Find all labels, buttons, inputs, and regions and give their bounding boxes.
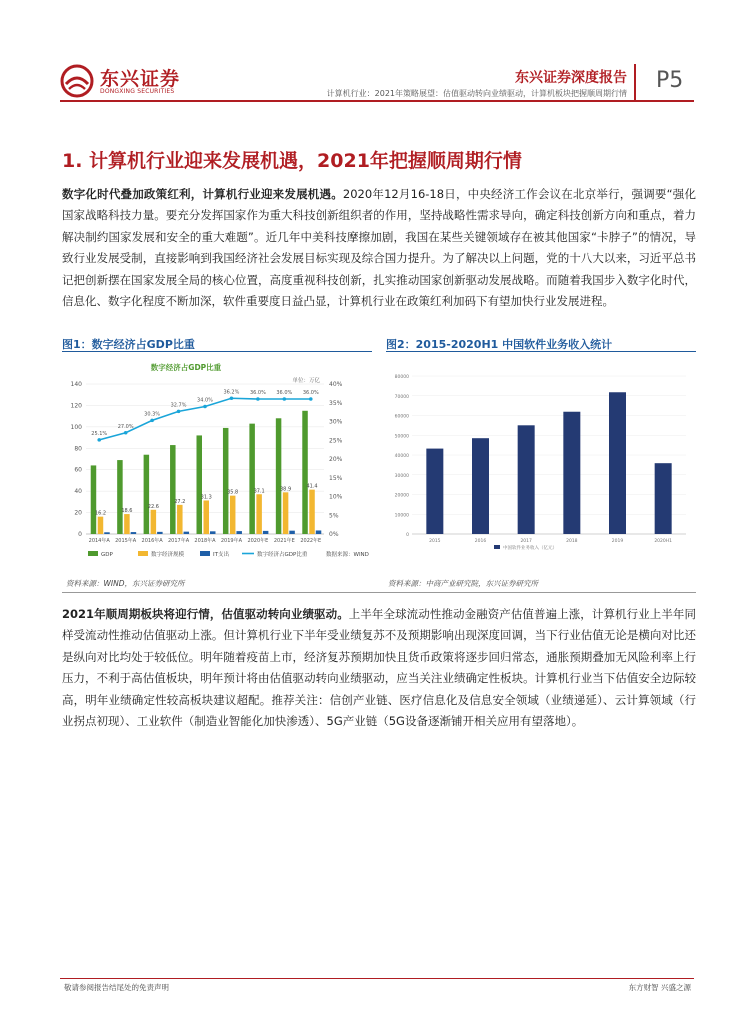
chart2-ytick: 10000 [394, 513, 409, 519]
chart-digital-economy [62, 356, 372, 568]
header-rule [60, 100, 694, 102]
chart1-bar-digital [309, 490, 315, 534]
chart2-bar [426, 449, 443, 534]
chart1-ytick: 0 [78, 531, 82, 538]
chart1-ratio-point [256, 397, 260, 401]
chart2-bar [609, 392, 626, 534]
chart1-digital-label: 31.3 [200, 494, 212, 501]
chart1-y2tick: 40% [329, 381, 343, 388]
chart1-ratio-label: 36.0% [276, 390, 293, 396]
figure1-rule [62, 351, 372, 352]
chart2-ytick: 30000 [394, 473, 409, 479]
chart1-legend-swatch [88, 551, 98, 556]
chart1-unit: 单位：万亿 [292, 378, 320, 384]
chart2-ytick: 50000 [394, 434, 409, 440]
paragraph-intro-body: 2020年12月16-18日，中央经济工作会议在北京举行，强调要“强化国家战略科技力量。要充分发挥国家作为重大科技创新组织者的作用，坚持战略性需求导向，确定科技创新方向和重点，着力解决制约国家发展和安全的重大难题”。近几年中美科技摩擦加剧，我国在某些关键领域存在被其他国家“卡脖子”的情况，导致行业发展受制，直接影响到我国经济社会发展目标实现及综合国力提升。为了解决以上问题，党的十八大以来，习近平总书记把创新摆在国家发展全局的核心位置，高度重视科技创新，扎实推动国家创新驱动发展战略。而随着我国步入数字化时代，信息化、数字化程度不断加深，软件重要度日益凸显，计算机行业在政策红利加码下有望加快行业发展进程。 [62, 187, 696, 309]
chart1-y2tick: 0% [329, 531, 339, 538]
chart1-bar-gdp [144, 455, 150, 534]
figure1-source: 资料来源：WIND，东兴证券研究所 [66, 579, 185, 588]
chart1-xtick: 2014年A [88, 538, 110, 544]
chart1-digital-label: 22.6 [147, 503, 159, 510]
chart1-bar-digital [283, 492, 289, 534]
paragraph-intro [62, 184, 696, 312]
footer-slogan: 东方财智 兴盛之源 [628, 983, 691, 992]
chart2-xtick: 2015 [429, 539, 441, 544]
chart1-ratio-label: 36.0% [302, 390, 319, 396]
footer-rule [60, 978, 694, 979]
chart1-xtick: 2018年A [194, 538, 216, 544]
chart1-y2tick: 15% [329, 474, 343, 482]
chart1-y2tick: 20% [329, 456, 343, 463]
chart1-digital-label: 27.2 [174, 498, 186, 505]
chart2-ytick: 60000 [394, 414, 409, 420]
chart2-xtick: 2017 [520, 539, 532, 544]
header-divider [634, 64, 636, 100]
chart2-ytick: 40000 [394, 454, 409, 459]
chart1-bar-it [236, 531, 242, 534]
chart1-legend-label: GDP [101, 552, 113, 558]
logo-text: 东兴证券 [100, 68, 181, 90]
chart1-legend-label: IT支出 [213, 552, 229, 558]
chart1-ratio-label: 34.0% [197, 397, 213, 404]
logo-subtext: DONGXING SECURITIES [100, 88, 175, 95]
chart2-ytick: 20000 [394, 493, 409, 499]
chart1-bar-gdp [170, 445, 176, 534]
chart1-ytick: 60 [74, 466, 82, 474]
chart2-ytick: 0 [406, 533, 409, 538]
report-title: 东兴证券深度报告 [515, 70, 627, 86]
paragraph-outlook-body: 上半年全球流动性推动金融资产估值普遍上涨，计算机行业上半年同样受流动性推动估值驱动上涨。但计算机行业下半年受业绩复苏不及预期影响出现深度回调，当下行业估值无论是横向对比还是纵向对比均处于较低位。明年随着疫苗上市，经济复苏预期加快且货币政策将逐步回归常态，通胀预期叠加无风险利率上行压力，不利于高估值板块，明年预计将由估值驱动转向业绩驱动，应当关注业绩确定性板块。计算机行业当下估值安全边际较高，明年业绩确定性较高板块建议超配。推荐关注：信创产业链、医疗信息化及信息安全领域（业绩递延）、云计算领域（行业拐点初现）、工业软件（制造业智能化加快渗透）、5G产业链（5G设备逐渐铺开相关应用有望落地）。 [62, 607, 696, 729]
chart1-ratio-label: 36.2% [223, 389, 240, 396]
chart2-legend-label: 中国软件业务收入（亿元） [503, 546, 557, 551]
chart1-ratio-point [309, 397, 313, 401]
chart1-bar-gdp [302, 411, 308, 534]
chart1-xtick: 2021年E [273, 538, 295, 544]
chart1-ytick: 20 [74, 509, 82, 517]
chart1-ratio-point [150, 419, 154, 423]
paragraph-outlook-lead: 2021年顺周期板块将迎行情，估值驱动转向业绩驱动。 [62, 607, 349, 621]
chart1-ytick: 140 [70, 381, 82, 388]
chart1-bar-it [184, 532, 190, 534]
chart1-bar-digital [151, 510, 157, 534]
chart1-bar-digital [256, 494, 262, 534]
chart1-bar-digital [230, 496, 236, 534]
chart2-ytick: 70000 [394, 394, 409, 400]
chart1-y2tick: 5% [329, 512, 339, 520]
chart1-bar-gdp [197, 435, 203, 534]
chart1-digital-label: 37.1 [253, 488, 265, 495]
chart1-ratio-point [203, 405, 207, 409]
chart1-y2tick: 30% [329, 418, 343, 426]
chart1-legend-label: 数字经济占GDP比重 [257, 552, 308, 558]
chart2-bar [563, 412, 580, 534]
chart1-xtick: 2022年E [300, 538, 322, 544]
chart1-xtick: 2015年A [115, 538, 137, 544]
chart2-xtick: 2016 [474, 539, 487, 544]
section-title: 1. 计算机行业迎来发展机遇，2021年把握顺周期行情 [62, 150, 522, 172]
chart1-bar-it [131, 532, 137, 534]
paragraph-outlook [62, 604, 696, 732]
chart1-ratio-point [177, 410, 181, 414]
chart1-legend-label: 数字经济规模 [151, 552, 185, 558]
chart1-bar-gdp [223, 428, 229, 534]
chart1-title: 数字经济占GDP比重 [150, 363, 222, 372]
chart1-ratio-label: 30.3% [144, 411, 161, 418]
page-number: P5 [656, 68, 684, 93]
chart1-ytick: 40 [74, 488, 82, 496]
chart1-ytick: 80 [74, 445, 82, 453]
paragraph-intro-lead: 数字化时代叠加政策红利，计算机行业迎来发展机遇。 [62, 187, 343, 201]
chart1-bar-gdp [276, 418, 282, 534]
chart1-ratio-point [124, 431, 128, 435]
chart2-ytick: 80000 [394, 375, 409, 380]
chart1-ytick: 120 [70, 402, 82, 410]
chart1-digital-label: 38.9 [280, 486, 292, 493]
chart1-ytick: 100 [70, 423, 82, 431]
chart1-xtick: 2017年A [167, 538, 190, 544]
chart2-xtick: 2020H1 [654, 539, 673, 544]
chart1-xtick: 2016年A [141, 538, 163, 544]
figure2-source: 资料来源：中商产业研究院，东兴证券研究所 [388, 579, 538, 588]
chart1-legend-source: 数据来源：WIND [326, 552, 369, 558]
chart2-bar [518, 425, 535, 534]
chart1-bar-gdp [91, 465, 97, 534]
chart1-xtick: 2019年A [220, 538, 243, 544]
chart1-ratio-label: 25.1% [91, 430, 108, 437]
chart1-digital-label: 18.6 [121, 508, 133, 515]
chart2-xtick: 2018 [566, 539, 578, 544]
logo-emblem-icon [60, 64, 94, 98]
report-subtitle: 计算机行业：2021年策略展望：估值驱动转向业绩驱动，计算机板块把握顺周期行情 [326, 89, 627, 98]
footer-disclaimer: 敬请参阅报告结尾处的免责声明 [64, 983, 169, 992]
chart1-y2tick: 25% [329, 437, 343, 445]
chart1-digital-label: 35.8 [227, 489, 239, 496]
chart1-bar-digital [177, 505, 183, 534]
chart1-legend-swatch [138, 551, 148, 556]
chart1-ratio-label: 27.0% [117, 423, 134, 430]
chart1-y2tick: 10% [329, 493, 343, 501]
chart1-bar-it [263, 531, 269, 534]
chart1-bar-gdp [249, 424, 255, 534]
chart1-digital-label: 16.2 [94, 510, 107, 517]
figure-bottom-rule [62, 592, 696, 593]
chart1-xtick: 2020年E [247, 538, 269, 544]
chart1-ratio-label: 32.7% [170, 402, 187, 409]
chart2-bar [655, 463, 672, 534]
chart1-bar-digital [204, 500, 210, 534]
chart1-bar-it [316, 530, 322, 534]
chart1-bar-digital [124, 514, 130, 534]
chart2-xtick: 2019 [611, 539, 624, 544]
chart1-ratio-point [283, 397, 287, 401]
chart1-bar-it [210, 531, 216, 534]
chart1-ratio-label: 36.0% [249, 390, 266, 396]
chart1-ratio-point [230, 396, 234, 400]
chart2-legend-swatch [494, 545, 500, 549]
chart1-ratio-point [97, 438, 101, 442]
figure1-caption: 图1：数字经济占GDP比重 [62, 338, 195, 351]
chart1-bar-it [104, 532, 110, 534]
chart1-legend-swatch [200, 551, 210, 556]
chart1-bar-gdp [117, 460, 123, 534]
chart1-y2tick: 35% [329, 399, 343, 407]
figure2-rule [386, 351, 696, 352]
chart1-bar-digital [98, 517, 104, 534]
chart2-bar [472, 438, 489, 534]
figure2-caption: 图2：2015-2020H1 中国软件业务收入统计 [386, 338, 613, 351]
chart1-bar-it [289, 531, 295, 534]
chart1-digital-label: 41.4 [306, 483, 318, 490]
chart1-bar-it [157, 532, 163, 534]
chart-software-revenue [386, 356, 696, 568]
